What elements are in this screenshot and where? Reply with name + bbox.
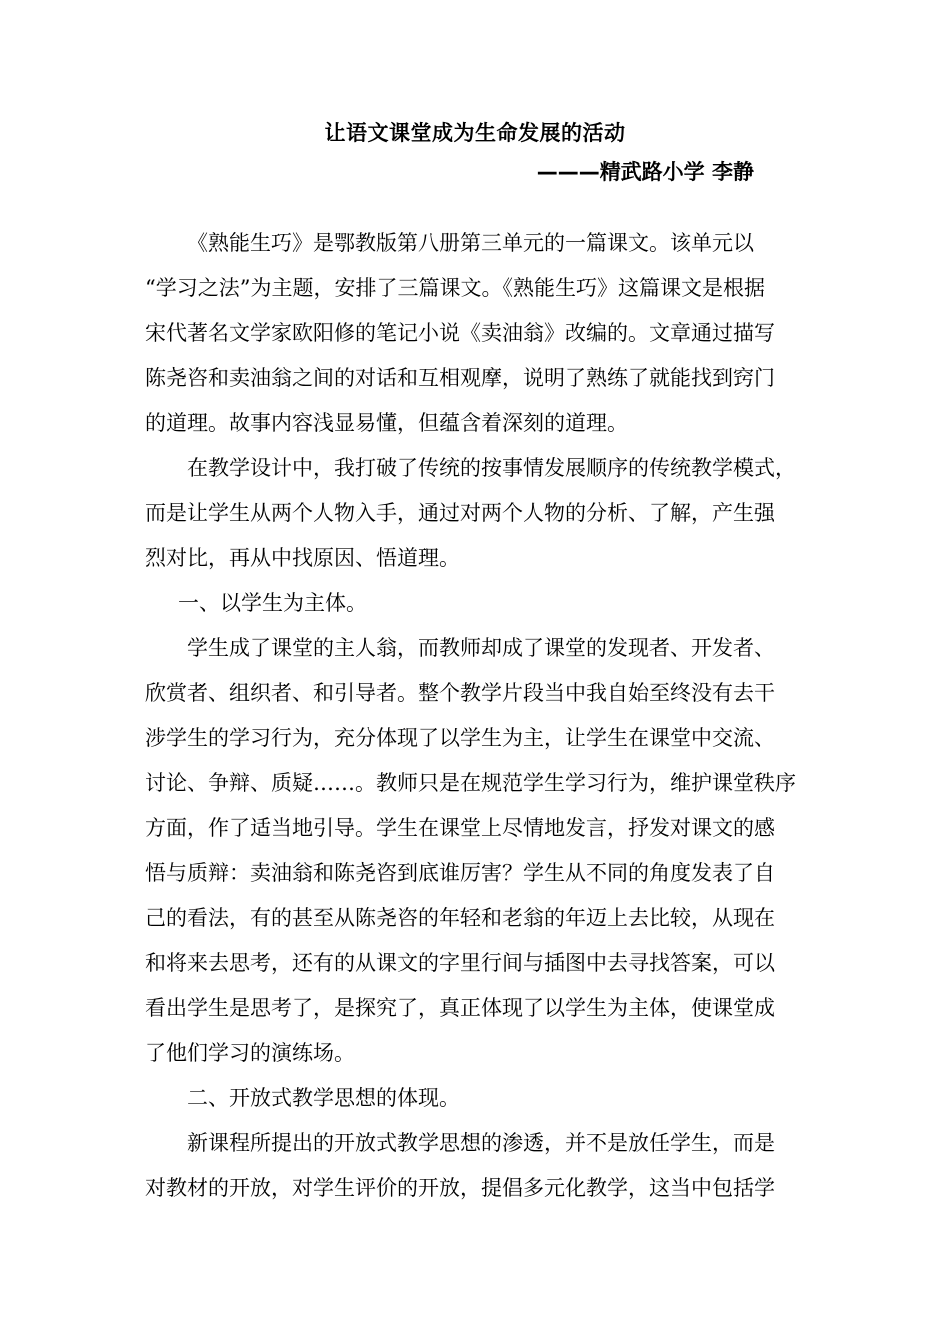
paragraph-line: 涉学生的学习行为，充分体现了以学生为主，让学生在课堂中交流、 (145, 726, 775, 750)
paragraph-line: 方面，作了适当地引导。学生在课堂上尽情地发言，抒发对课文的感 (145, 816, 775, 840)
paragraph-line: 烈对比，再从中找原因、悟道理。 (145, 546, 460, 570)
paragraph-line: 己的看法，有的甚至从陈尧咨的年轻和老翁的年迈上去比较，从现在 (145, 906, 775, 930)
section-heading: 二、开放式教学思想的体现。 (187, 1086, 460, 1110)
paragraph-line: 悟与质辩：卖油翁和陈尧咨到底谁厉害？学生从不同的角度发表了自 (145, 861, 775, 885)
section-heading: 一、以学生为主体。 (178, 591, 367, 615)
paragraph-line: 讨论、争辩、质疑……。教师只是在规范学生学习行为，维护课堂秩序 (145, 771, 796, 795)
paragraph-line: 陈尧咨和卖油翁之间的对话和互相观摩，说明了熟练了就能找到窍门 (145, 366, 775, 390)
paragraph-line: 学生成了课堂的主人翁，而教师却成了课堂的发现者、开发者、 (187, 636, 775, 660)
paragraph-line: 在教学设计中，我打破了传统的按事情发展顺序的传统教学模式， (187, 456, 796, 480)
paragraph-line: 了他们学习的演练场。 (145, 1041, 355, 1065)
paragraph-line: 和将来去思考，还有的从课文的字里行间与插图中去寻找答案，可以 (145, 951, 775, 975)
paragraph-line: 看出学生是思考了，是探究了，真正体现了以学生为主体，使课堂成 (145, 996, 775, 1020)
author-byline: ———精武路小学 李静 (536, 160, 754, 184)
paragraph-line: 新课程所提出的开放式教学思想的渗透，并不是放任学生，而是 (187, 1131, 775, 1155)
paragraph-line: 对教材的开放，对学生评价的开放，提倡多元化教学，这当中包括学 (145, 1176, 775, 1200)
paragraph-line: 的道理。故事内容浅显易懂，但蕴含着深刻的道理。 (145, 411, 628, 435)
paragraph-line: 欣赏者、组织者、和引导者。整个教学片段当中我自始至终没有去干 (145, 681, 775, 705)
paragraph-line: 《熟能生巧》是鄂教版第八册第三单元的一篇课文。该单元以 (187, 231, 754, 255)
document-title: 让语文课堂成为生命发展的活动 (324, 121, 626, 145)
paragraph-line: 宋代著名文学家欧阳修的笔记小说《卖油翁》改编的。文章通过描写 (145, 321, 775, 345)
paragraph-line: “学习之法”为主题，安排了三篇课文。《熟能生巧》这篇课文是根据 (145, 276, 765, 300)
paragraph-line: 而是让学生从两个人物入手，通过对两个人物的分析、了解，产生强 (145, 501, 775, 525)
